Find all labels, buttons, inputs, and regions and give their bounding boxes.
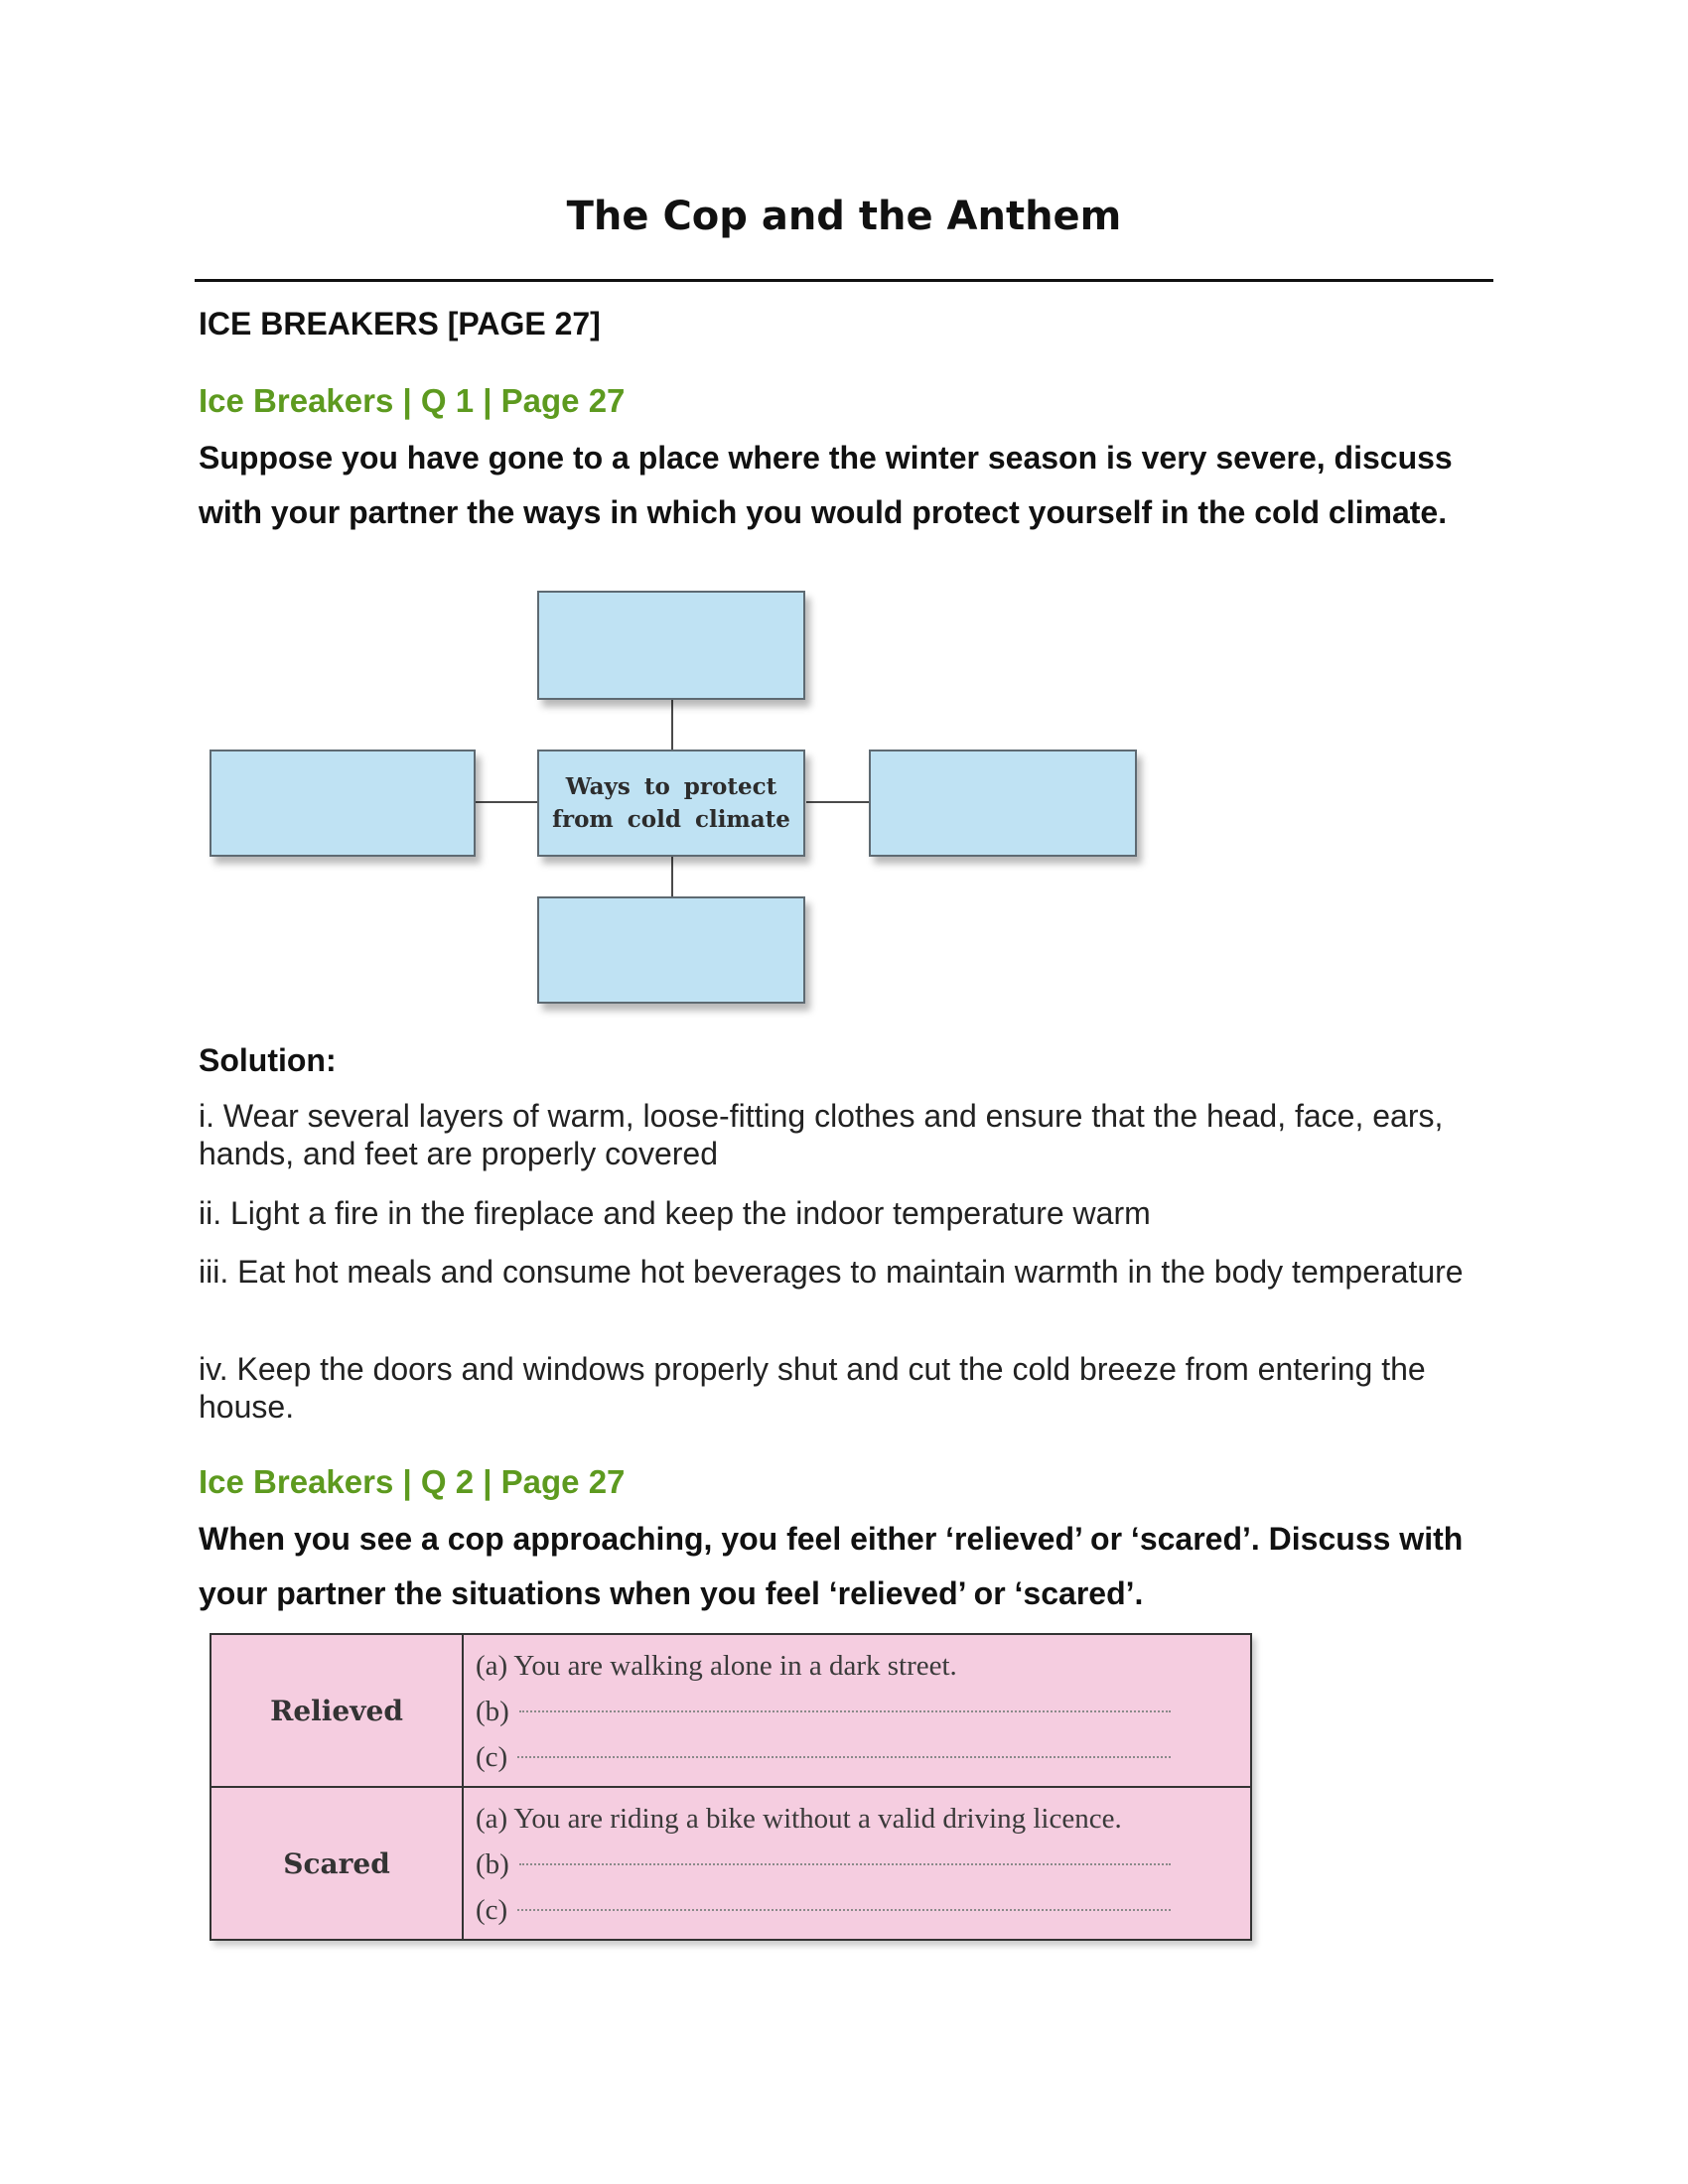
relieved-option-b: (b) <box>476 1689 1240 1734</box>
section-heading: ICE BREAKERS [PAGE 27] <box>199 306 601 341</box>
relieved-option-c: (c) <box>476 1734 1240 1780</box>
answer-blank <box>519 1842 1171 1865</box>
row-label-relieved: Relieved <box>211 1634 463 1787</box>
diagram-box-left <box>210 750 476 857</box>
answer-blank <box>517 1734 1171 1758</box>
question-1-text: Suppose you have gone to a place where the winter season is very severe, discuss with your partner the ways in which you would protect yourself in the cold climate. <box>199 440 1453 530</box>
solution-item-3: iii. Eat hot meals and consume hot beverages to maintain warmth in the body temperature <box>199 1254 1464 1290</box>
solution-item-1: i. Wear several layers of warm, loose-fitting clothes and ensure that the head, face, ears, hands, and feet are properly covered <box>199 1098 1444 1171</box>
scared-option-b: (b) <box>476 1842 1240 1887</box>
scared-option-a: (a) You are riding a bike without a valid driving licence. <box>476 1803 1122 1835</box>
table-row <box>211 1787 1251 1940</box>
page-title: The Cop and the Anthem <box>566 194 1122 239</box>
connector-top <box>671 700 673 750</box>
solution-item-4: iv. Keep the doors and windows properly shut and cut the cold breeze from entering the house. <box>199 1351 1426 1425</box>
scared-option-c: (c) <box>476 1887 1240 1933</box>
situations-table <box>210 1633 1252 1941</box>
diagram-box-center <box>537 750 805 857</box>
connector-left <box>475 801 537 803</box>
answer-blank <box>519 1689 1171 1712</box>
connector-bottom <box>671 855 673 896</box>
question-1-heading: Ice Breakers | Q 1 | Page 27 <box>199 382 626 419</box>
relieved-option-a: (a) You are walking alone in a dark street. <box>476 1650 957 1682</box>
answer-blank <box>517 1887 1171 1911</box>
table-row <box>211 1634 1251 1787</box>
scared-items <box>463 1787 1251 1940</box>
question-2-heading: Ice Breakers | Q 2 | Page 27 <box>199 1463 626 1500</box>
row-label-scared: Scared <box>211 1787 463 1940</box>
diagram-box-right <box>869 750 1137 857</box>
relieved-items <box>463 1634 1251 1787</box>
connector-right <box>806 801 869 803</box>
title-divider <box>195 279 1493 282</box>
solution-label: Solution: <box>199 1042 337 1078</box>
diagram-center-line-2: from cold climate <box>552 806 790 833</box>
question-2-text: When you see a cop approaching, you feel either ‘relieved’ or ‘scared’. Discuss with your partner the situations when you feel ‘relieved’ or ‘scared’. <box>199 1521 1464 1611</box>
diagram-center-line-1: Ways to protect <box>565 773 777 800</box>
protection-diagram <box>199 591 1152 1032</box>
solution-item-2: ii. Light a fire in the fireplace and keep the indoor temperature warm <box>199 1195 1151 1231</box>
diagram-box-bottom <box>537 896 805 1004</box>
diagram-box-top <box>537 591 805 700</box>
